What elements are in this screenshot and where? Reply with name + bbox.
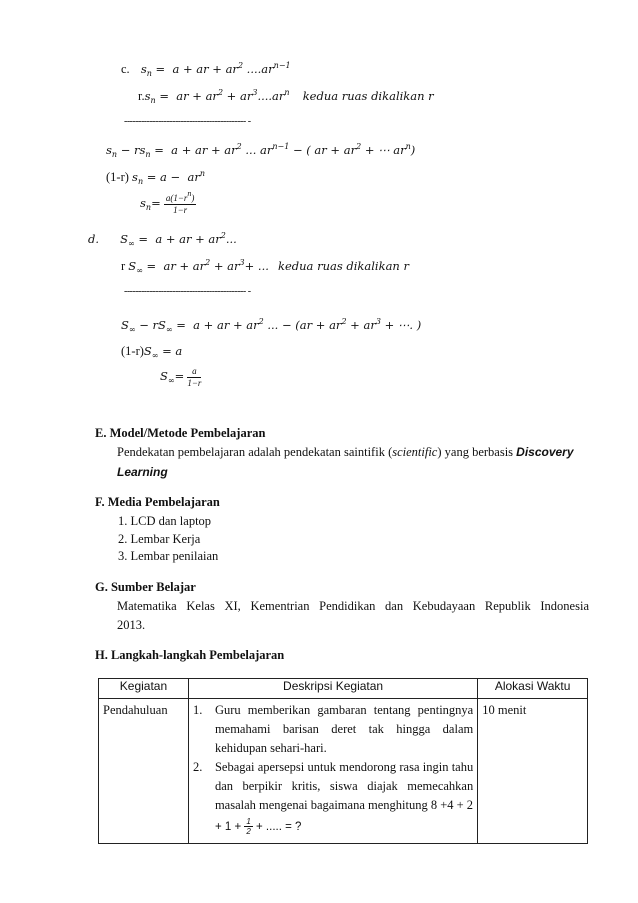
- section-e-text-line1: [117, 442, 574, 462]
- section-e-heading: E. Model/Metode Pembelajaran: [95, 426, 266, 440]
- formula-d-line2-prefix: r: [121, 259, 126, 273]
- section-f-heading: F. Media Pembelajaran: [95, 495, 220, 509]
- formula-d-line2-note: kedua ruas dikalikan r: [278, 259, 409, 273]
- section-e-text-before: Pendekatan pembelajaran adalah pendekatan saintifik (: [117, 445, 393, 459]
- formula-d-line5: $S_\infty=$ $\frac{a}{1-r}$: [160, 366, 202, 388]
- formula-d-label: d.: [88, 232, 100, 246]
- section-g-line1: Matematika Kelas XI, Kementrian Pendidikan dan Kebudayaan Republik Indonesia: [117, 599, 589, 613]
- formula-c-fraction: $\frac{a(1-r^n)}{1-r}$: [165, 189, 195, 215]
- activity-text-1: Guru memberikan gambaran tentang pentingnya memahami barisan deret tak hingga dalam kehidupan sehari-hari.: [214, 703, 474, 755]
- section-f-item-3: 3. Lembar penilaian: [118, 549, 219, 563]
- last-fraction-den: 2: [246, 827, 251, 837]
- formula-d-line4: $(1-r)S_\infty = a$: [121, 344, 183, 360]
- formula-c-line4-prefix: (1-r): [106, 170, 129, 184]
- section-g-line2: 2013.: [117, 618, 146, 632]
- formula-c-line2: $r.s_n$ = ar + $ar^2 + ar^3....ar^n$ kedua ruas dikalikan r: [138, 88, 434, 105]
- table-row: [99, 699, 588, 844]
- cell-deskripsi: [188, 699, 477, 844]
- header-alokasi: Alokasi Waktu: [478, 679, 588, 699]
- formula-c-label: c.: [121, 62, 130, 76]
- formula-d-line4-prefix: (1-r): [121, 344, 144, 358]
- table-header-row: [99, 679, 588, 699]
- last-line-part-b: + ..... = ?: [256, 821, 302, 833]
- formula-c-line1: [121, 62, 291, 77]
- formula-d-line1: d. $S_\infty = a$ + ar + $ar^2$...: [88, 231, 237, 248]
- activity-number-2: 2.: [192, 760, 203, 774]
- formula-d-line3: $S_\infty - rS_\infty = a$ + ar + $ar^2$ ... − ($ar + ar^2 + ar^3$ + ⋯. ): [121, 317, 422, 334]
- formula-c-line5: $s_n=$ $\frac{a(1-r^n)}{1-r}$: [140, 189, 195, 215]
- last-line-fraction: [244, 817, 252, 836]
- activity-item-1: [193, 701, 473, 758]
- formula-c-line2-prefix: r.: [138, 89, 145, 103]
- cell-kegiatan: Pendahuluan: [99, 699, 189, 844]
- section-f-item-1: 1. LCD dan laptop: [118, 514, 212, 528]
- formula-d-fraction: $\frac{a}{1-r}$: [187, 366, 202, 388]
- section-h-heading: H. Langkah-langkah Pembelajaran: [95, 648, 285, 662]
- section-f-item-2: 2. Lembar Kerja: [118, 532, 201, 546]
- activity-number-1: 1.: [192, 703, 203, 717]
- last-fraction-num: 1: [246, 817, 251, 827]
- section-g-heading: G. Sumber Belajar: [95, 580, 196, 594]
- activity-item-2: [193, 758, 473, 815]
- formula-c-line4: (1-r) $s_n = a - ar^n$: [106, 169, 206, 186]
- formula-c-separator: ------------------------------------------- -: [124, 116, 251, 127]
- formula-d-separator: ------------------------------------------- -: [124, 286, 251, 297]
- activity-last-line: [193, 815, 473, 839]
- section-e-text-line2: [117, 462, 168, 482]
- header-kegiatan: Kegiatan: [99, 679, 189, 699]
- section-e-text-italic: scientific: [392, 445, 438, 459]
- formula-c-eq1: $s_n = a$ + ar + $ar^2$ $....ar^{n-1}$: [140, 61, 291, 78]
- section-e-text-after: ) yang berbasis: [437, 445, 514, 459]
- activity-text-2: Sebagai apersepsi untuk mendorong rasa ingin tahu dan berpikir kritis, siswa diajak memecahkan masalah mengenai bagaimana menghitung 8 +4 + 2: [214, 760, 474, 812]
- formula-d-line2: r $S_\infty$ = ar + $ar^2 + ar^3+$ ... kedua ruas dikalikan r: [121, 258, 409, 275]
- header-deskripsi: Deskripsi Kegiatan: [188, 679, 477, 699]
- last-line-part-a: + 1 +: [214, 821, 242, 833]
- section-e-discovery: Discovery: [516, 445, 574, 459]
- learning-steps-table: [98, 678, 588, 844]
- formula-c-line3: $s_n - rs_n = a$ + ar + $ar^2$ ... $ar^{n-1}$ − ( ar + $ar^2$ + ⋯ $ar^n$): [106, 142, 416, 159]
- formula-c-line2-note: kedua ruas dikalikan r: [302, 89, 434, 103]
- cell-alokasi: 10 menit: [478, 699, 588, 844]
- section-e-learning: Learning: [117, 465, 168, 479]
